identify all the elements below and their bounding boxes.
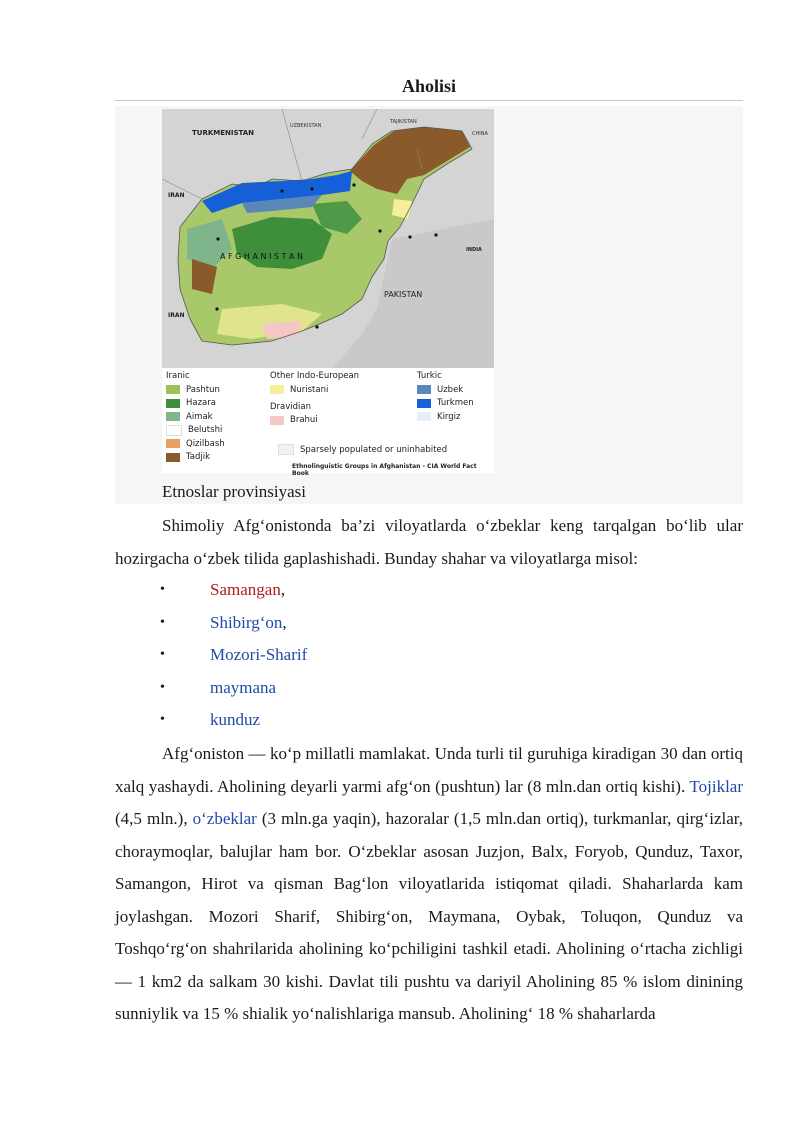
legend-group-turkic [417,371,474,424]
legend-title-dravidian: Dravidian [270,401,311,412]
bullet-icon: • [160,582,165,597]
legend-swatch [166,453,180,462]
bullet-icon: • [160,679,165,695]
legend-swatch [166,385,180,394]
label-uzbekistan: UZBEKISTAN [290,123,322,129]
paragraph-text-c: (3 mln.ga yaqin), hazoralar (1,5 mln.dan ortiq), turkmanlar, qirg‘izlar, choraymoqlar, balujlar ham bor. O‘zbeklar asosan Juzjon, Balx, Foryob, Qunduz, Taxor, Samangon, Hirot va qisman Bag‘lon viloyatlarida istiqomat qiladi. Shaharlarda kam joylashgan. Mozori Sharif, Shibirg‘on, Maymana, Oybak, Toluqon, Qunduz va Toshqo‘rg‘on shahrilarida aholining ko‘pchiligini tashkil etadi. Aholining o‘rtacha zichligi — 1 km2 da salkam 30 kishi. Davlat tili pushtu va dariyil Aholining 85 % islom dinining sunniylik va 15 % shialik yo‘nalishlariga mansub. Aholining‘ 18 % shaharlarda [115,809,743,1023]
legend-title-indo: Other Indo-European [270,371,360,381]
list-item-suffix: , [282,612,287,632]
legend-swatch [417,412,431,421]
legend-row-turkic-1 [417,397,474,411]
legend-label: Tadjik [186,452,211,463]
bullet-icon: • [160,614,165,630]
list-item-link[interactable]: kunduz [210,710,261,729]
legend-swatch [166,425,182,436]
list-item [115,672,307,705]
link-tojiklar[interactable]: Tojiklar [689,776,743,796]
legend-row-dravidian-0 [270,414,359,428]
legend-label: Kirgiz [437,411,461,422]
legend-row-turkic-0 [417,383,474,397]
list-item [115,704,307,737]
list-item [115,639,307,672]
legend-row-iranic-4 [166,437,225,451]
map-legend [162,368,494,477]
legend-swatch [166,412,180,421]
section-heading: Aholisi [115,76,743,101]
paragraph-intro: Shimoliy Afg‘onistonda ba’zi viloyatlarda o‘zbeklar keng tarqalgan bo‘lib ular hozirgacha o‘zbek tilida gaplashishadi. Bunday shahar va viloyatlarga misol: [115,516,743,568]
bullet-icon: • [160,712,165,727]
list-item-link[interactable]: maymana [210,677,277,697]
legend-row-iranic-5 [166,451,225,465]
map-graphic [162,109,494,369]
legend-title-turkic: Turkic [417,371,442,381]
label-iran-top: IRAN [168,192,185,199]
list-item-suffix: , [280,580,286,599]
legend-swatch [270,385,284,394]
legend-label: Hazara [186,398,216,409]
legend-label: Pashtun [186,384,220,395]
legend-credit: Ethnolinguistic Groups in Afghanistan - CIA World Fact Book [292,463,477,477]
paragraph-population [115,738,743,1031]
legend-swatch [166,439,180,448]
legend-label-sparse: Sparsely populated or uninhabited [300,444,448,455]
legend-swatch [270,416,284,425]
paragraph-text-b: (4,5 mln.), [115,809,193,828]
legend-row-iranic-1 [166,397,225,411]
list-item-link[interactable]: Mozori-Sharif [210,645,308,664]
bullet-icon: • [160,647,165,662]
legend-label: Turkmen [437,398,474,409]
map-brahui-region [262,321,302,339]
legend-swatch [166,399,180,408]
legend-sparse [278,444,447,455]
legend-swatch-sparse [278,444,294,455]
legend-label: Belutshi [188,425,223,436]
legend-swatch [417,385,431,394]
legend-title-iranic: Iranic [166,371,190,381]
list-item-link[interactable]: Shibirg‘on [210,612,283,632]
legend-row-iranic-3 [166,424,225,438]
figure-caption: Etnoslar provinsiyasi [162,482,307,501]
legend-label: Qizilbash [186,438,225,449]
legend-group-indo [270,371,359,427]
legend-row-iranic-2 [166,410,225,424]
list-item [115,607,307,640]
label-china: CHINA [472,131,488,137]
list-item-link[interactable]: Samangan [210,580,281,599]
label-afghanistan: A F G H A N I S T A N [220,252,303,261]
paragraph-text-a: Afg‘oniston — ko‘p millatli mamlakat. Unda turli til guruhiga kiradigan 30 dan ortiq xalq yashaydi. Aholining deyarli yarmi afg‘on (pushtun) lar (8 mln.dan ortiq kishi). [115,744,743,796]
legend-group-iranic [166,371,225,464]
label-turkmenistan: TURKMENISTAN [192,129,255,137]
link-ozbeklar[interactable]: o‘zbeklar [192,809,257,828]
list-item [115,574,307,607]
label-iran-bottom: IRAN [168,312,185,319]
legend-label: Uzbek [437,384,464,395]
ethnic-map [162,109,494,477]
legend-swatch [417,399,431,408]
label-tajikistan: TAJIKISTAN [390,119,417,125]
city-list [115,574,307,737]
label-india: INDIA [466,247,482,253]
legend-label: Brahui [290,415,318,426]
legend-label: Aimak [186,411,213,422]
legend-row-indo-0 [270,383,359,397]
legend-label: Nuristani [290,384,329,395]
legend-row-iranic-0 [166,383,225,397]
label-pakistan: PAKISTAN [384,290,423,299]
legend-row-turkic-2 [417,410,474,424]
